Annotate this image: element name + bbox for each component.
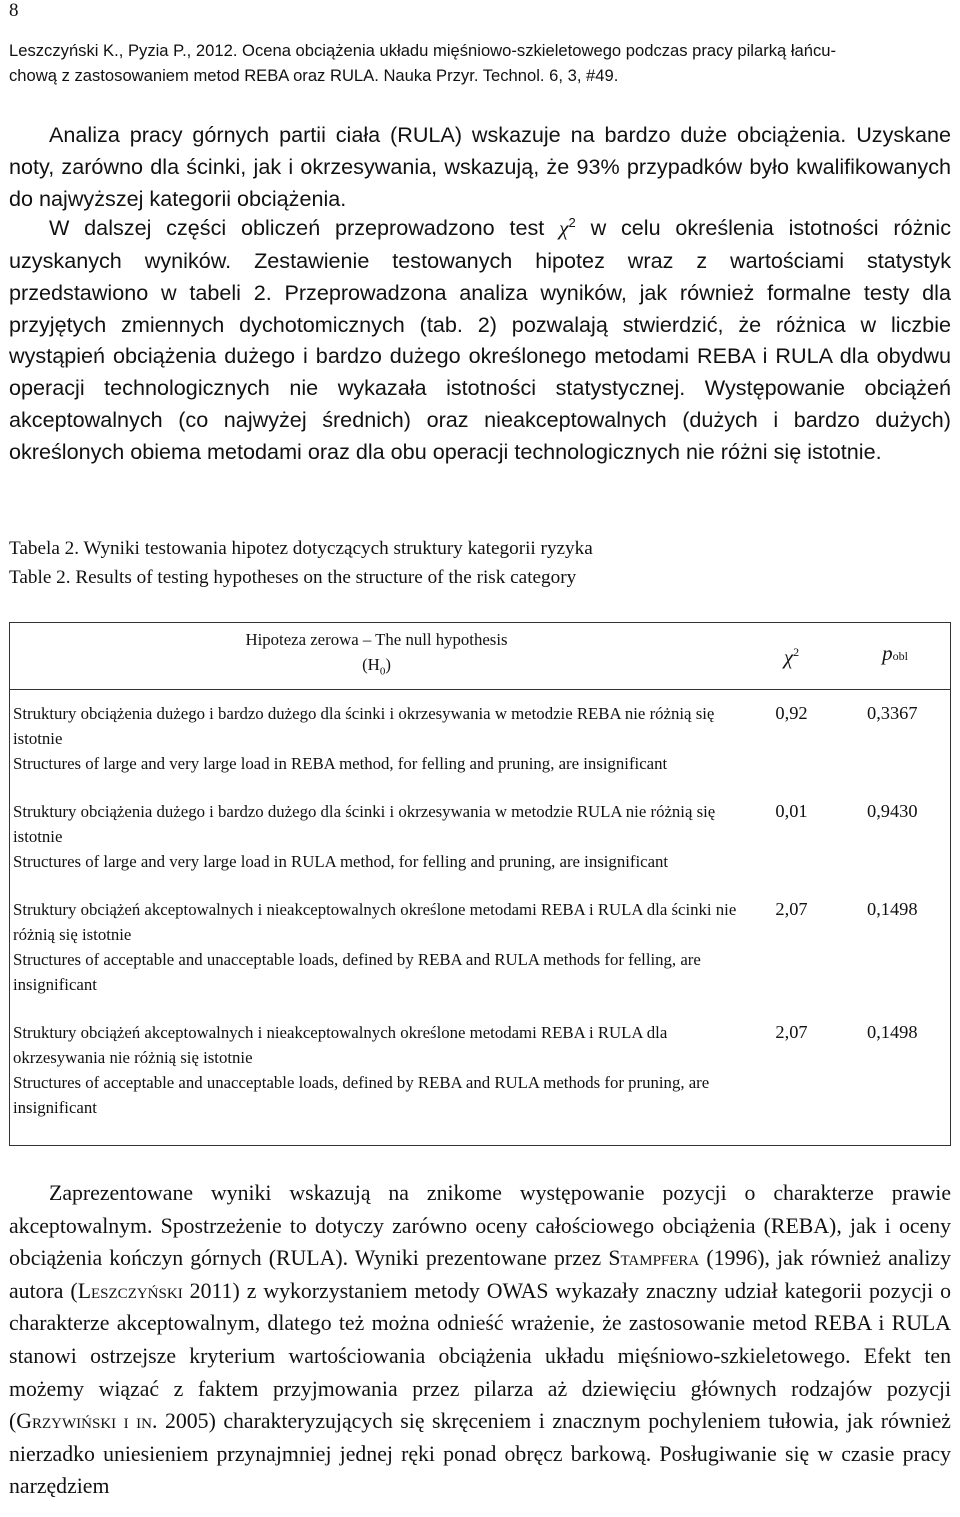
reference-stampfer: Stampfera bbox=[608, 1246, 700, 1271]
table-row bbox=[9, 788, 951, 886]
chi2-value: 0,92 bbox=[775, 702, 808, 723]
p-value: 0,9430 bbox=[867, 800, 918, 821]
header-p-symbol: p bbox=[882, 641, 893, 666]
hypothesis-en: Structures of acceptable and unacceptable loads, defined by REBA and RULA methods for felling, are insignificant bbox=[13, 949, 701, 994]
paragraph-3-part-4: 2005) charakteryzujących się skręceniem i znacznym pochyleniem tułowia, jak również nierzadko uniesieniem przynajmniej jednej ręki ponad obręcz barkową. Posługiwanie się w czasie pracy narzędziem bbox=[9, 1409, 951, 1499]
header-hypothesis-sub: 0 bbox=[379, 664, 386, 677]
paragraph-2-after-chi: w celu określenia istotności różnic uzyskanych wyników. Zestawienie testowanych hipotez wraz z wartościami statystyk przedstawiono w tabeli 2. Przeprowadzona analiza wyników, jak również formalne testy dla przyjętych zmiennych dychotomicznych (tab. 2) pozwalają stwierdzić, że różnica w liczbie wystąpień obciążenia dużego i bardzo dużego określonego metodami REBA i RULA dla obydwu operacji technologicznych nie wykazała istotności statystycznej. Występowanie obciążeń akceptowalnych (co najwyżej średnich) oraz nieakceptowalnych (dużych i bardzo dużych) określonych obiema metodami oraz dla obu operacji technologicznych nie różni się istotnie. bbox=[9, 215, 951, 464]
paragraph-3-part-1: Zaprezentowane wyniki wskazują na znikome występowanie pozycji o charakterze prawie akceptowalnym. Spostrzeżenie to dotyczy zarówno oceny całościowego obciążenia (REBA), jak i oceny obciążenia kończyn górnych (RULA). Wyniki prezentowane przez bbox=[9, 1181, 951, 1271]
hypothesis-cell bbox=[9, 788, 744, 886]
citation-header bbox=[9, 38, 951, 88]
header-p-sub: obl bbox=[892, 649, 908, 664]
chi-symbol: χ bbox=[559, 216, 569, 241]
hypothesis-en: Structures of large and very large load in RULA method, for felling and pruning, are insignificant bbox=[13, 851, 669, 871]
caption-polish: Tabela 2. Wyniki testowania hipotez dotyczących struktury kategorii ryzyka bbox=[9, 538, 593, 559]
reference-leszczynski: Leszczyński bbox=[77, 1278, 183, 1303]
paragraph-rula-analysis bbox=[9, 119, 951, 214]
citation-line-2: chową z zastosowaniem metod REBA oraz RULA. Nauka Przyr. Technol. 6, 3, #49. bbox=[9, 66, 619, 85]
table-row bbox=[9, 886, 951, 1009]
caption-english: Table 2. Results of testing hypotheses on the structure of the risk category bbox=[9, 567, 577, 588]
table-caption bbox=[9, 534, 593, 592]
paragraph-chi-square-test bbox=[9, 207, 951, 468]
hypothesis-en: Structures of acceptable and unacceptable loads, defined by REBA and RULA methods for pruning, are insignificant bbox=[13, 1072, 710, 1117]
hypothesis-en: Structures of large and very large load in REBA method, for felling and pruning, are insignificant bbox=[13, 753, 668, 773]
header-chi-square bbox=[744, 622, 839, 689]
paragraph-discussion bbox=[9, 1177, 951, 1503]
hypothesis-pl: Struktury obciążeń akceptowalnych i nieakceptowalnych określone metodami REBA i RULA dla okrzesywania nie różnią się istotnie bbox=[13, 1022, 668, 1067]
header-hypothesis-h: (H bbox=[362, 654, 380, 674]
page-number: 8 bbox=[9, 0, 19, 21]
chi-superscript: 2 bbox=[568, 215, 576, 230]
header-p-value bbox=[839, 622, 951, 689]
citation-line-1: Leszczyński K., Pyzia P., 2012. Ocena obciążenia układu mięśniowo-szkieletowego podczas pracy pilarką łańcu- bbox=[9, 41, 837, 60]
hypothesis-pl: Struktury obciążenia dużego i bardzo dużego dla ścinki i okrzesywania w metodzie RULA nie różnią się istotnie bbox=[13, 801, 716, 846]
p-value: 0,1498 bbox=[867, 898, 918, 919]
paragraph-1-rest: Uzyskane noty, zarówno dla ścinki, jak i okrzesywania, wskazują, że 93% przypadków było kwalifikowanych do najwyższej kategorii obciążenia. bbox=[9, 122, 951, 211]
paragraph-2-before-chi: W dalszej części obliczeń przeprowadzono test bbox=[49, 215, 545, 241]
chi2-value: 0,01 bbox=[775, 800, 808, 821]
header-hypothesis-close: ) bbox=[385, 654, 391, 674]
header-chi-symbol: χ bbox=[783, 645, 794, 670]
hypothesis-pl: Struktury obciążeń akceptowalnych i nieakceptowalnych określone metodami REBA i RULA dla ścinki nie różnią się istotnie bbox=[13, 899, 737, 944]
hypothesis-cell bbox=[9, 689, 744, 788]
p-value: 0,3367 bbox=[867, 702, 918, 723]
hypothesis-cell bbox=[9, 886, 744, 1009]
hypothesis-pl: Struktury obciążenia dużego i bardzo dużego dla ścinki i okrzesywania w metodzie REBA nie różnią się istotnie bbox=[13, 703, 715, 748]
paragraph-3-part-2: (1996), jak również analizy autora ( bbox=[9, 1246, 952, 1303]
chi2-value: 2,07 bbox=[775, 898, 808, 919]
header-chi-sup: 2 bbox=[793, 645, 800, 660]
table-row bbox=[9, 1009, 951, 1132]
paragraph-3-part-3: 2011) z wykorzystaniem metody OWAS wykazały znaczny udział kategorii pozycji o charakterze akceptowalnym, dlatego też można odnieść wrażenie, że zastosowanie metod REBA i RULA stanowi ostrzejsze kryterium wartościowania obciążenia układu mięśniowo-szkieletowego. Efekt ten możemy wiązać z faktem przyjmowania przez pilarza aż dziewięciu głównych rodzajów pozycji ( bbox=[9, 1278, 952, 1434]
reference-grzywinski: Grzywiński i in. bbox=[16, 1409, 158, 1434]
header-hypothesis-line-1: Hipoteza zerowa – The null hypothesis bbox=[245, 629, 508, 649]
hypothesis-cell bbox=[9, 1009, 744, 1132]
chi2-value: 2,07 bbox=[775, 1021, 808, 1042]
header-hypothesis bbox=[9, 622, 744, 689]
table-header-row bbox=[9, 622, 951, 689]
p-value: 0,1498 bbox=[867, 1021, 918, 1042]
hypotheses-table bbox=[9, 622, 951, 1132]
paragraph-1-line-1: Analiza pracy górnych partii ciała (RULA) wskazuje na bardzo duże obciążenia. bbox=[49, 122, 847, 147]
table-row bbox=[9, 689, 951, 788]
